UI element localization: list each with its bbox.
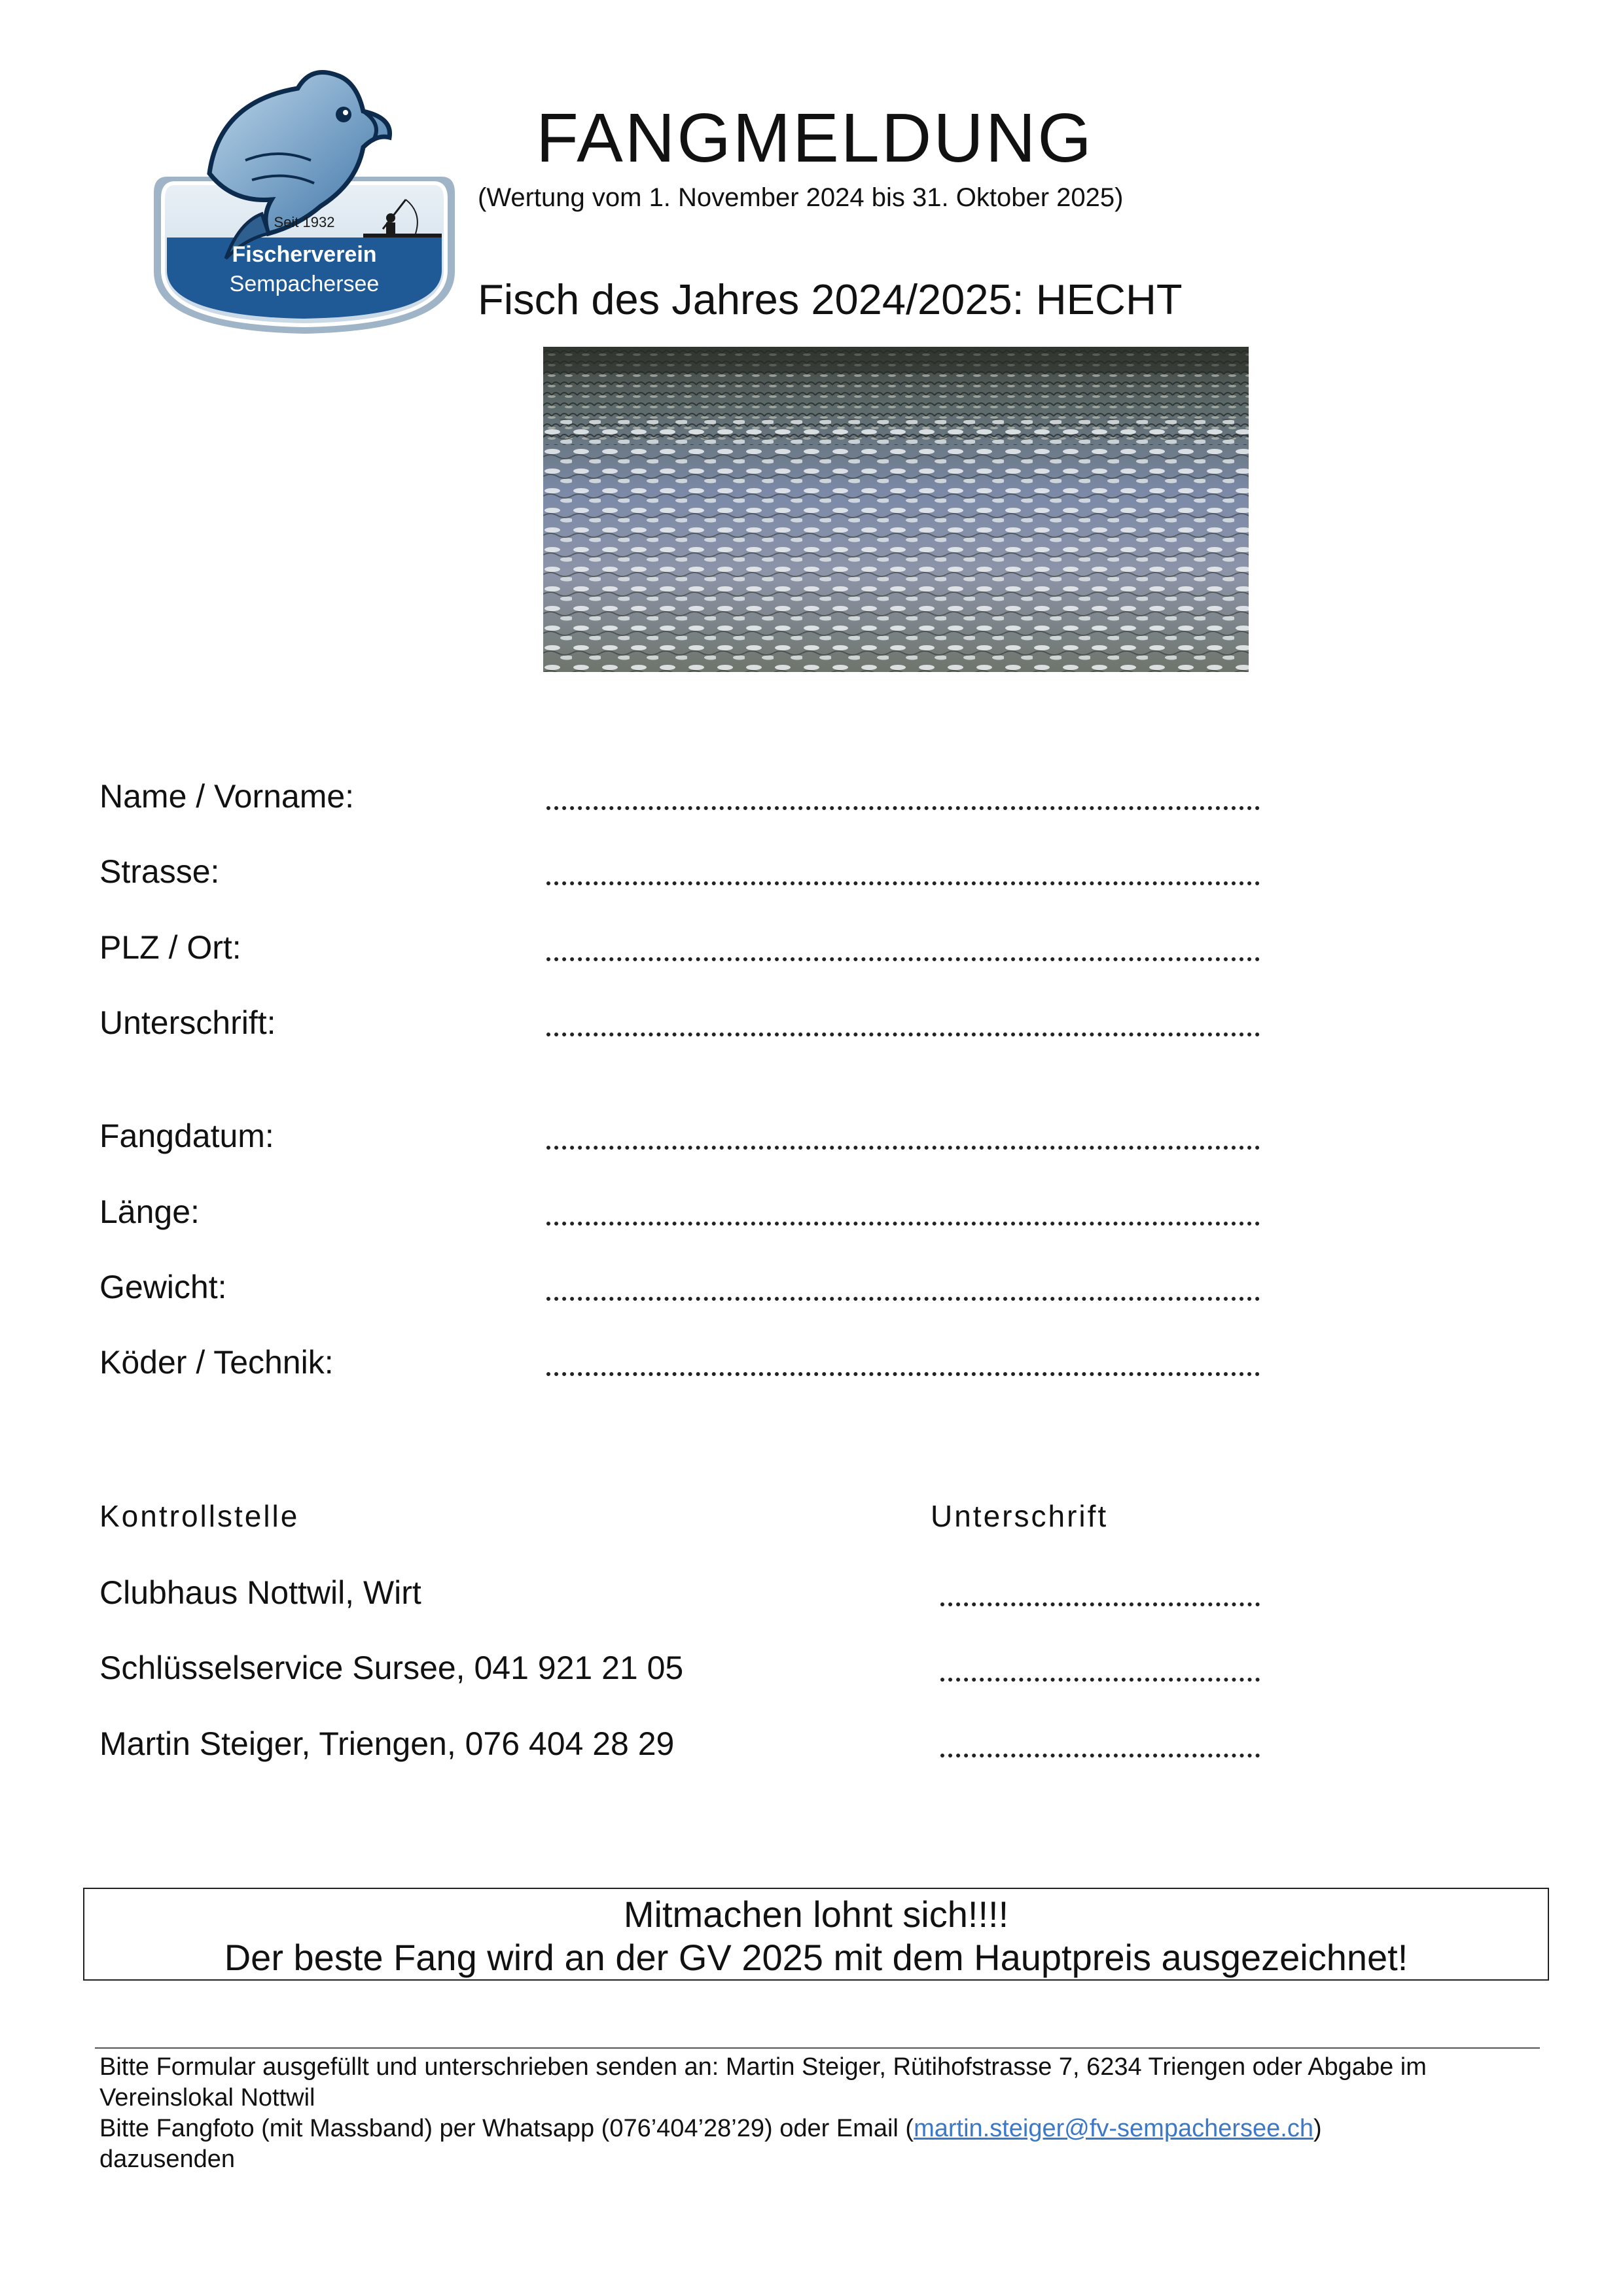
email-link[interactable]: martin.steiger@fv-sempachersee.ch — [914, 2115, 1313, 2142]
prize-notice-box — [83, 1888, 1549, 1981]
station-martin-steiger-signature[interactable] — [940, 1754, 1260, 1757]
station-clubhaus: Clubhaus Nottwil, Wirt — [99, 1574, 421, 1611]
name-field[interactable] — [546, 806, 1260, 810]
station-schluesselservice: Schlüsselservice Sursee, 041 921 21 05 — [99, 1650, 684, 1686]
page-title: FANGMELDUNG — [536, 99, 1094, 177]
notice-line2: Der beste Fang wird an der GV 2025 mit dem Hauptpreis ausgezeichnet! — [224, 1937, 1408, 1978]
club-logo — [147, 62, 461, 340]
street-label: Strasse: — [99, 853, 220, 890]
control-station-heading: Kontrollstelle — [99, 1499, 300, 1533]
zip-city-label: PLZ / Ort: — [99, 929, 241, 966]
weight-field[interactable] — [546, 1297, 1260, 1301]
station-schluesselservice-signature[interactable] — [940, 1678, 1260, 1682]
logo-name-line1: Fischerverein — [232, 242, 377, 267]
signature-label: Unterschrift: — [99, 1004, 276, 1041]
station-clubhaus-signature[interactable] — [940, 1602, 1260, 1606]
footer-line2-suffix: ) — [1313, 2115, 1322, 2142]
pike-skin-photo — [543, 347, 1249, 672]
footer-line2-prefix: Bitte Fangfoto (mit Massband) per Whatsapp (076’404’28’29) oder Email ( — [99, 2115, 914, 2142]
logo-name-line2: Sempachersee — [229, 272, 380, 296]
footer-instructions — [99, 2052, 1546, 2175]
scoring-period: (Wertung vom 1. November 2024 bis 31. Oktober 2025) — [478, 183, 1124, 212]
footer-line1: Bitte Formular ausgefüllt und unterschrieben senden an: Martin Steiger, Rütihofstrasse 7, 6234 Triengen oder Abgabe im Vereinslokal Nottwil — [99, 2053, 1427, 2111]
signature-field[interactable] — [546, 1033, 1260, 1036]
length-label: Länge: — [99, 1193, 200, 1230]
footer-line2 — [99, 2113, 1546, 2144]
catch-date-field[interactable] — [546, 1146, 1260, 1150]
street-field[interactable] — [546, 881, 1260, 885]
footer-line3: dazusenden — [99, 2146, 236, 2173]
bait-technique-field[interactable] — [546, 1372, 1260, 1376]
station-martin-steiger: Martin Steiger, Triengen, 076 404 28 29 — [99, 1725, 675, 1762]
name-label: Name / Vorname: — [99, 778, 355, 815]
logo-since-text: Seit 1932 — [274, 214, 335, 230]
weight-label: Gewicht: — [99, 1269, 227, 1305]
fish-of-the-year-heading: Fisch des Jahres 2024/2025: HECHT — [478, 275, 1183, 323]
zip-city-field[interactable] — [546, 957, 1260, 961]
catch-date-label: Fangdatum: — [99, 1118, 274, 1154]
control-signature-heading: Unterschrift — [931, 1499, 1109, 1533]
notice-line1: Mitmachen lohnt sich!!!! — [623, 1894, 1009, 1935]
bait-technique-label: Köder / Technik: — [99, 1344, 334, 1381]
footer-divider — [95, 2047, 1540, 2049]
length-field[interactable] — [546, 1222, 1260, 1226]
